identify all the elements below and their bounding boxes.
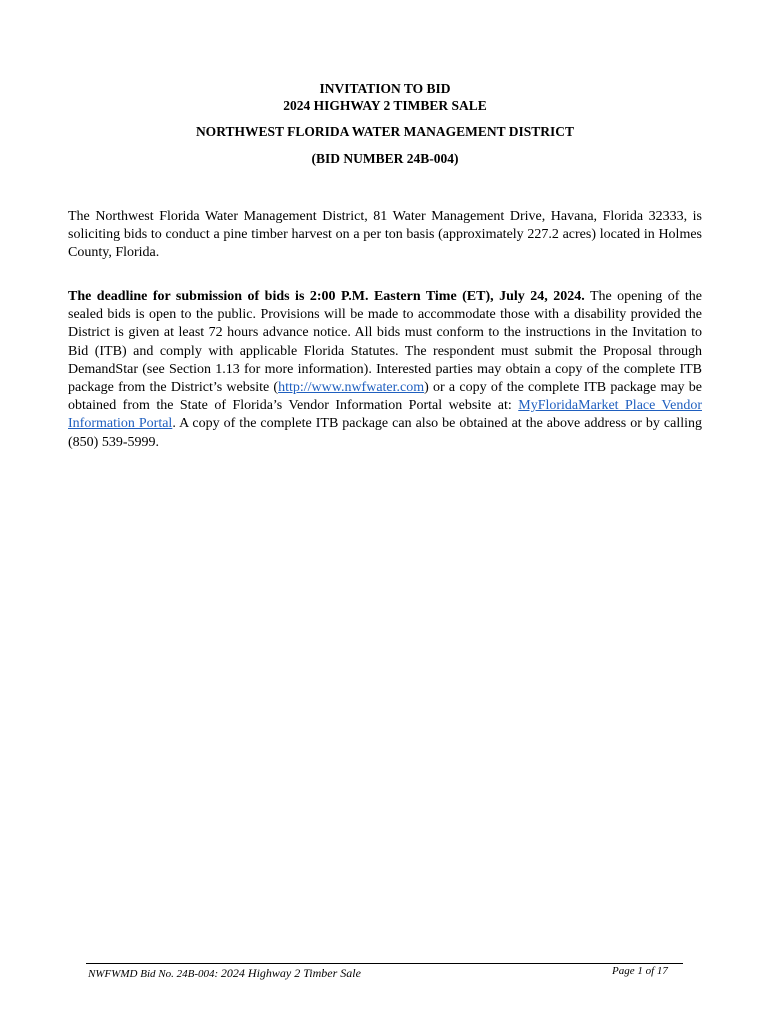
- deadline-statement: The deadline for submission of bids is 2:00 P.M. Eastern Time (ET), July 24, 2024.: [68, 289, 585, 304]
- deadline-paragraph-text-b: ) or a copy of the complete ITB package may be obtained from the State of Florida’s Vendor Information Portal website at:: [68, 380, 702, 414]
- footer-bid-number: NWFWMD Bid No. 24B-004:: [88, 968, 221, 980]
- intro-paragraph: The Northwest Florida Water Management District, 81 Water Management Drive, Havana, Florida 32333, is soliciting bids to conduct a pine timber harvest on a per ton basis (approximately 227.2 acres) located in Holmes County, Florida.: [68, 209, 702, 261]
- footer-page-number: Page 1 of 17: [612, 965, 668, 977]
- heading-bid-number: (BID NUMBER 24B-004): [311, 151, 459, 166]
- vendor-portal-link[interactable]: MyFloridaMarket Place Vendor Information Portal: [68, 398, 702, 432]
- deadline-paragraph: [68, 288, 702, 452]
- district-website-link[interactable]: http://www.nwfwater.com: [278, 380, 425, 396]
- footer-sale-title: 2024 Highway 2 Timber Sale: [220, 966, 361, 980]
- deadline-paragraph-text-c: . A copy of the complete ITB package can also be obtained at the above address or by calling (850) 539-5999.: [68, 416, 703, 450]
- heading-invitation-to-bid: INVITATION TO BID: [319, 81, 451, 96]
- footer-bid-reference: [88, 966, 361, 981]
- footer-divider: [86, 963, 683, 964]
- heading-sale-name: 2024 HIGHWAY 2 TIMBER SALE: [283, 98, 487, 113]
- heading-district-name: NORTHWEST FLORIDA WATER MANAGEMENT DISTRICT: [195, 124, 575, 139]
- deadline-paragraph-text-a: The opening of the sealed bids is open to the public. Provisions will be made to accommodate those with a disability provided the District is given at least 72 hours advance notice. All bids must conform to the instructions in the Invitation to Bid (ITB) and comply with applicable Florida Statutes. The respondent must submit the Proposal through DemandStar (see Section 1.13 for more information). Interested parties may obtain a copy of the complete ITB package from the District’s website (: [68, 289, 702, 396]
